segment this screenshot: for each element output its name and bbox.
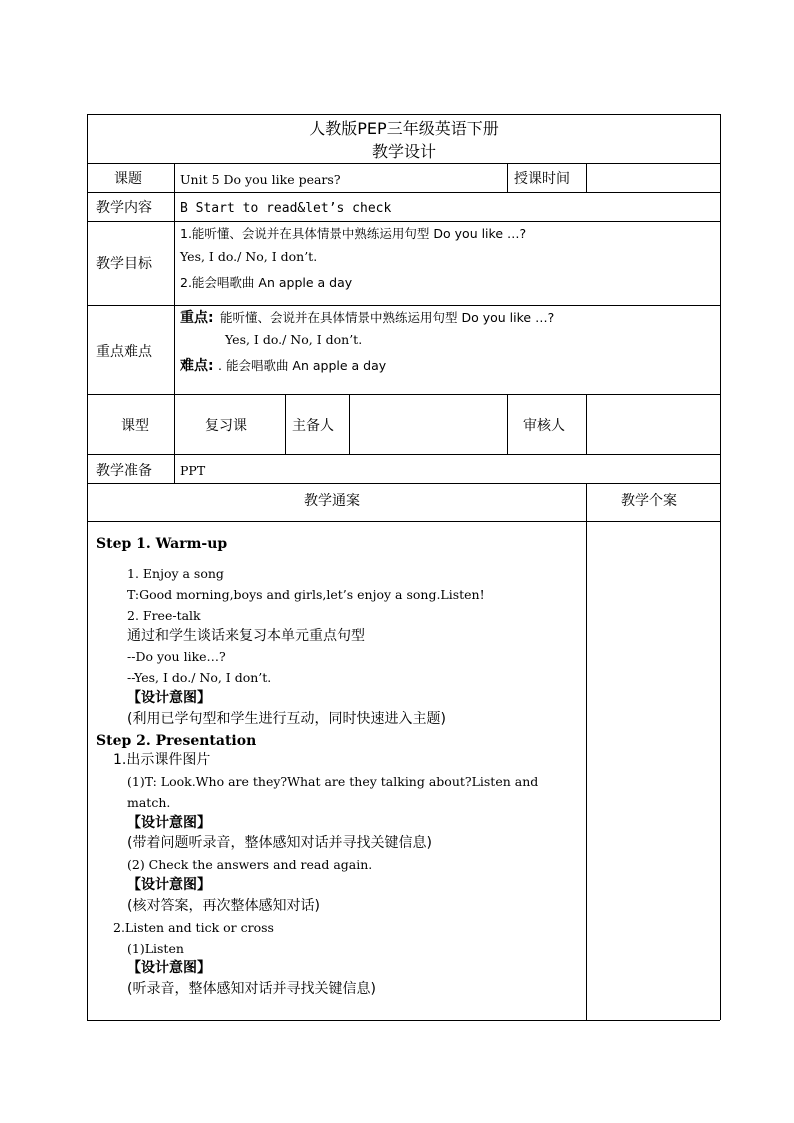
step2-title: Step 2. Presentation <box>96 733 257 749</box>
lead-label: 主备人 <box>292 418 334 434</box>
step1-question: --Do you like…? <box>127 649 226 664</box>
prep-value: PPT <box>180 463 206 478</box>
step2-intent-1: (带着问题听录音，整体感知对话并寻找关键信息) <box>127 835 432 851</box>
diff-prefix: 难点: <box>180 358 214 374</box>
step2-intent-3: (听录音，整体感知对话并寻找关键信息) <box>127 981 376 997</box>
table-col-line <box>586 394 587 454</box>
goal-line-2: Yes, I do./ No, I don’t. <box>180 249 318 264</box>
step2-item1-b: match. <box>127 795 171 810</box>
step1-item1-text: T:Good morning,boys and girls,let’s enjoy a song.Listen! <box>127 587 485 602</box>
table-col-line <box>349 394 350 454</box>
time-label: 授课时间 <box>514 171 570 187</box>
table-line <box>87 454 720 455</box>
table-border-right <box>720 114 721 1020</box>
design-intent-heading: 【设计意图】 <box>127 815 211 831</box>
general-plan-header: 教学通案 <box>304 493 360 509</box>
step1-answer: --Yes, I do./ No, I don’t. <box>127 670 272 685</box>
goal-line-1: 1.能听懂、会说并在具体情景中熟练运用句型 Do you like …? <box>180 226 527 241</box>
table-line <box>87 305 720 306</box>
step1-title: Step 1. Warm-up <box>96 536 228 552</box>
table-border-left <box>87 114 88 1020</box>
document-title: 人教版PEP三年级英语下册 <box>309 119 499 138</box>
table-col-line <box>586 163 587 192</box>
table-line <box>87 163 720 164</box>
design-intent-heading: 【设计意图】 <box>127 690 211 706</box>
table-col-line <box>586 483 587 1020</box>
content-label: 教学内容 <box>96 200 152 216</box>
table-col-line <box>507 163 508 192</box>
prep-label: 教学准备 <box>96 463 152 479</box>
key-label: 重点难点 <box>96 344 152 360</box>
personal-plan-header: 教学个案 <box>621 493 677 509</box>
key-prefix: 重点: <box>180 310 214 326</box>
step1-item2: 2. Free-talk <box>127 608 201 623</box>
table-border-top <box>87 114 720 115</box>
topic-value: Unit 5 Do you like pears? <box>180 172 341 187</box>
key-line-2: Yes, I do./ No, I don’t. <box>225 332 363 347</box>
table-line <box>87 521 720 522</box>
table-col-line <box>507 394 508 454</box>
step2-item2: 2.Listen and tick or cross <box>113 920 274 935</box>
design-intent-heading: 【设计意图】 <box>127 877 211 893</box>
table-col-line <box>285 394 286 454</box>
table-line <box>87 192 720 193</box>
table-border-bottom <box>87 1020 720 1021</box>
step1-intent: (利用已学句型和学生进行互动，同时快速进入主题) <box>127 711 446 727</box>
step2-item1-a: (1)T: Look.Who are they?What are they talking about?Listen and <box>127 774 539 789</box>
step2-item2-a: (1)Listen <box>127 941 184 956</box>
topic-label: 课题 <box>114 171 142 187</box>
table-line <box>87 483 720 484</box>
step1-item2-text: 通过和学生谈话来复习本单元重点句型 <box>127 628 365 644</box>
table-line <box>87 394 720 395</box>
step2-item1: 1.出示课件图片 <box>113 752 211 768</box>
type-label: 课型 <box>121 418 149 434</box>
goal-label: 教学目标 <box>96 256 152 272</box>
key-line-1: 能听懂、会说并在具体情景中熟练运用句型 Do you like …? <box>220 310 555 325</box>
content-value: B Start to read&let’s check <box>180 201 392 216</box>
design-intent-heading: 【设计意图】 <box>127 960 211 976</box>
type-value: 复习课 <box>205 418 247 434</box>
document-subtitle: 教学设计 <box>371 142 436 161</box>
goal-line-3: 2.能会唱歌曲 An apple a day <box>180 275 353 290</box>
step1-item1: 1. Enjoy a song <box>127 566 224 581</box>
diff-line: . 能会唱歌曲 An apple a day <box>218 358 387 373</box>
step2-intent-2: (核对答案，再次整体感知对话) <box>127 898 320 914</box>
step2-item1-c: (2) Check the answers and read again. <box>127 857 373 872</box>
table-col-line <box>174 163 175 483</box>
table-line <box>87 221 720 222</box>
review-label: 审核人 <box>523 418 565 434</box>
